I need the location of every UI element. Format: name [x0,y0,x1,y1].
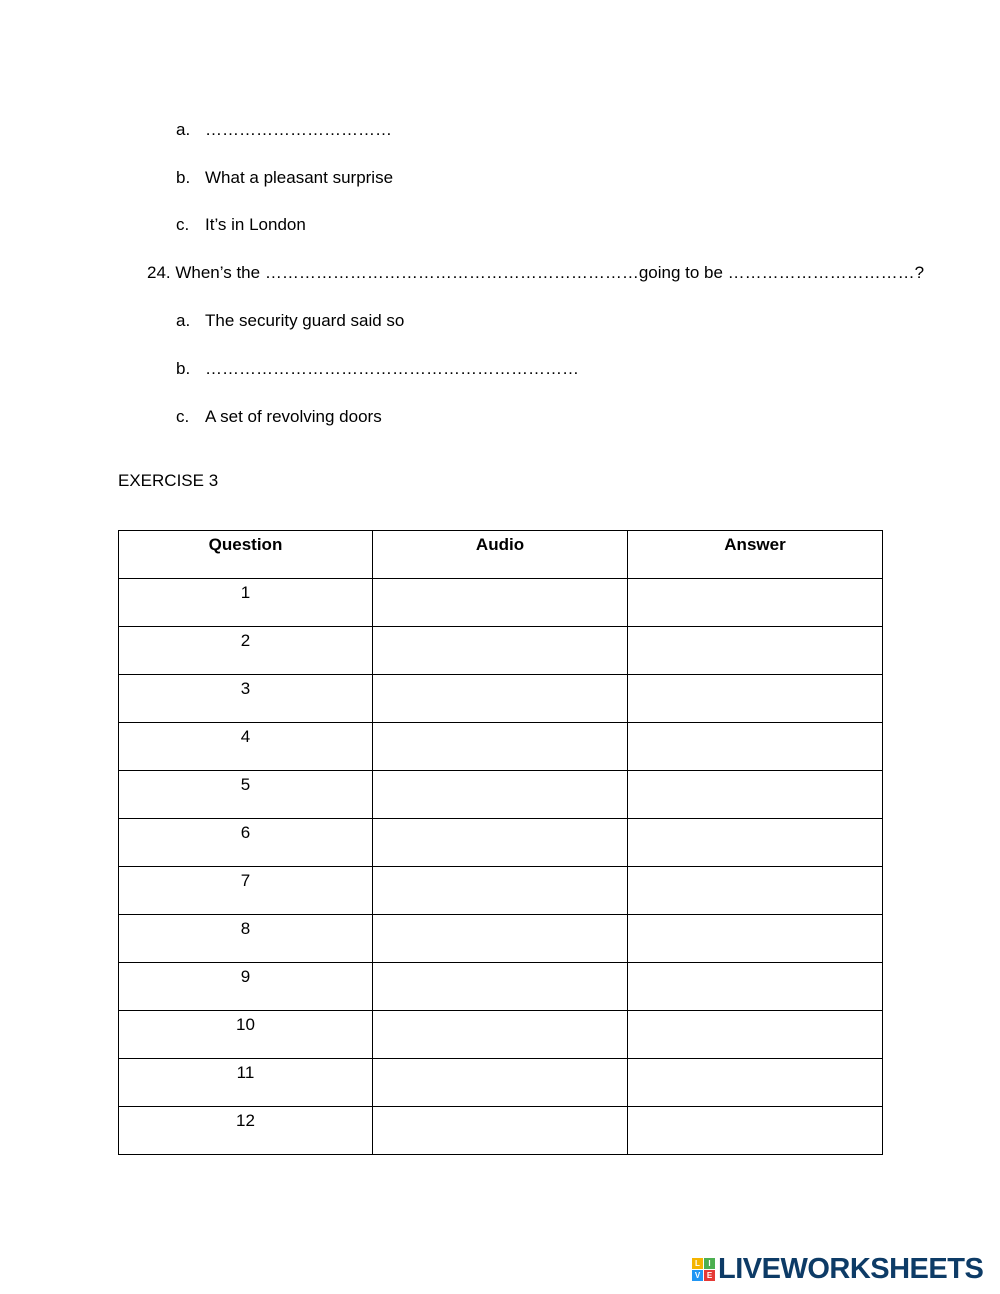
exercise-title: EXERCISE 3 [118,471,219,490]
question-number-cell [119,963,373,1011]
option-text: The security guard said so [205,311,405,330]
audio-cell[interactable] [373,1011,628,1059]
answer-cell[interactable] [628,819,883,867]
question-number-cell [119,1107,373,1155]
table-row [119,771,883,819]
answer-table [118,530,883,1155]
liveworksheets-logo-text: LIVEWORKSHEETS [718,1253,984,1285]
header-audio [373,531,628,579]
table-row [119,915,883,963]
header-answer [628,531,883,579]
question-number-cell [119,771,373,819]
question-number-cell [119,579,373,627]
question-number: 11 [236,1063,255,1082]
logo-tile-v: V [692,1270,703,1281]
table-row [119,627,883,675]
answer-cell[interactable] [628,579,883,627]
answer-cell[interactable] [628,723,883,771]
audio-cell[interactable] [373,723,628,771]
answer-cell[interactable] [628,771,883,819]
audio-cell[interactable] [373,675,628,723]
liveworksheets-logo[interactable] [692,1254,983,1284]
option-letter: b. [176,168,191,187]
table-row [119,1107,883,1155]
table-row [119,675,883,723]
table-header-row [119,531,883,579]
audio-cell[interactable] [373,579,628,627]
question-number-cell [119,915,373,963]
audio-cell[interactable] [373,771,628,819]
question-number-cell [119,1011,373,1059]
table-row [119,1011,883,1059]
audio-cell[interactable] [373,627,628,675]
table-row [119,963,883,1011]
table-row [119,1059,883,1107]
question-number: 6 [240,823,251,842]
audio-cell[interactable] [373,963,628,1011]
option-letter: c. [176,407,190,426]
answer-cell[interactable] [628,1011,883,1059]
question-number-cell [119,867,373,915]
question-number: 7 [240,871,251,890]
answer-cell[interactable] [628,675,883,723]
table-row [119,579,883,627]
question-number-cell [119,675,373,723]
question-number: 10 [236,1015,255,1034]
answer-cell[interactable] [628,1107,883,1155]
answer-cell[interactable] [628,1059,883,1107]
audio-cell[interactable] [373,867,628,915]
question-number: 5 [240,775,251,794]
question-number: 3 [240,679,251,698]
logo-tile-e: E [704,1270,715,1281]
header-question [119,531,373,579]
liveworksheets-logo-icon [692,1258,715,1281]
option-text: A set of revolving doors [205,407,382,426]
question-number: 8 [240,919,251,938]
audio-cell[interactable] [373,819,628,867]
answer-cell[interactable] [628,963,883,1011]
option-text: It’s in London [205,215,306,234]
header-answer-label: Answer [724,535,786,554]
answer-cell[interactable] [628,627,883,675]
option-letter: b. [176,359,191,378]
header-audio-label: Audio [475,535,525,554]
audio-cell[interactable] [373,1107,628,1155]
question-number: 9 [240,967,251,986]
question-number-cell [119,819,373,867]
option-text: …………………………… [205,120,392,139]
option-letter: a. [176,120,191,139]
question-number: 12 [236,1111,255,1130]
option-letter: a. [176,311,191,330]
answer-cell[interactable] [628,915,883,963]
question-number: 4 [240,727,251,746]
question-number: 1 [240,583,251,602]
audio-cell[interactable] [373,1059,628,1107]
option-text: What a pleasant surprise [205,168,394,187]
header-question-label: Question [208,535,283,554]
question-number: 2 [240,631,251,650]
answer-cell[interactable] [628,867,883,915]
logo-tile-i: I [704,1258,715,1269]
option-text: ………………………………………………………… [205,359,579,378]
audio-cell[interactable] [373,915,628,963]
question-24: 24. When’s the …………………………………………………………going to be ……………………………? [147,263,925,282]
table-row [119,723,883,771]
option-letter: c. [176,215,190,234]
question-number-cell [119,1059,373,1107]
question-number-cell [119,627,373,675]
table-row [119,819,883,867]
table-row [119,867,883,915]
question-number-cell [119,723,373,771]
logo-tile-l: L [692,1258,703,1269]
